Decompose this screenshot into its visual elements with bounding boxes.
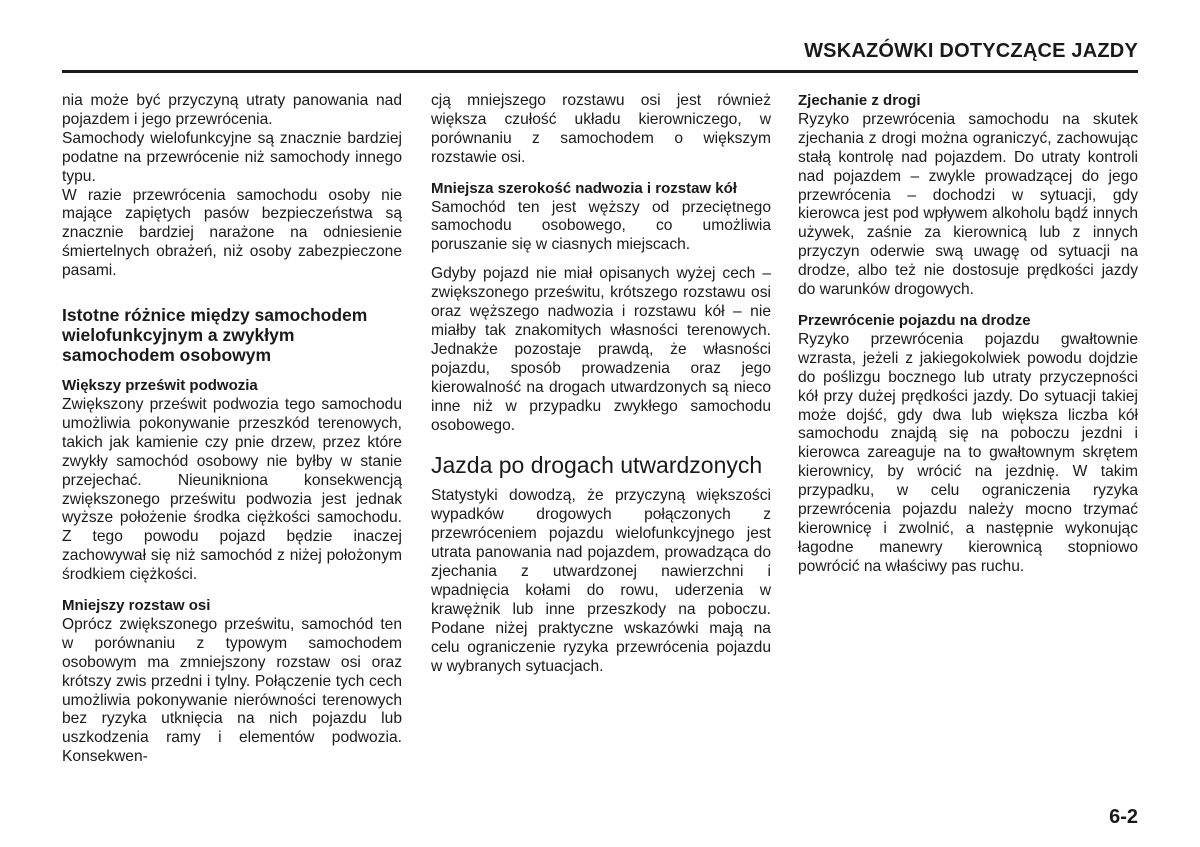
column-left xyxy=(62,92,402,767)
subsection-title: Przewrócenie pojazdu na drodze xyxy=(798,311,1031,329)
page-number: 6-2 xyxy=(1109,806,1138,828)
paragraph: Ryzyko przewrócenia pojazdu gwałtownie wzrasta, jeżeli z jakiegokolwiek powodu dojdzie do poślizgu bocznego lub utraty przyczepności kół przy dużej prędkości jazdy. Do sytuacji takiej może dojść, gdy dwa lub większa liczba kół samochodu znajdą się na poboczu jezdni i kierowca zareaguje na to gwałtownym skrętem kierownicy, by wrócić na jezdnię. W takim przypadku, w celu ograniczenia ryzyka przewrócenia pojazdu należy mocno trzymać kierownicę i zwolnić, a następnie wykonując łagodne manewry kierownicą stopniowo powrócić na właściwy pas ruchu. xyxy=(798,330,1138,575)
subsection-title: Zjechanie z drogi xyxy=(798,92,921,109)
paragraph: cją mniejszego rozstawu osi jest również większa czułość układu kierowniczego, w porównaniu z samochodem o większym rozstawie osi. xyxy=(431,92,771,166)
subsection-title: Większy prześwit podwozia xyxy=(62,377,258,395)
paragraph: Samochody wielofunkcyjne są znacznie bardziej podatne na przewrócenie niż samochody innego typu. xyxy=(62,129,402,185)
column-right xyxy=(798,92,1138,577)
paragraph: Oprócz zwiększonego prześwitu, samochód ten w porównaniu z typowym samochodem osobowym ma zmniejszony rozstaw osi oraz krótszy zwis przedni i tylny. Połączenie tych cech umożliwia pokonywanie nierówności terenowych bez ryzyka utknięcia na nich pojazdu lub uszkodzenia ramy i elementów podwozia. Konsekwen- xyxy=(62,615,402,766)
subsection-title: Mniejsza szerokość nadwozia i rozstaw kół xyxy=(431,179,737,197)
paragraph: Statystyki dowodzą, że przyczyną większości wypadków drogowych połączonych z przewróceniem pojazdu wielofunkcyjnego jest utrata panowania nad pojazdem, prowadząca do zjechania z utwardzonej nawierzchni i wpadnięcia kołami do rowu, uderzenia w krawężnik lub inne przeszkody na poboczu. Podane niżej praktyczne wskazówki mają na celu ograniczenie ryzyka przewrócenia pojazdu w wybranych sytuacjach. xyxy=(431,487,771,675)
paragraph: Ryzyko przewrócenia samochodu na skutek zjechania z drogi można ograniczyć, zachowując stałą kontrolę nad pojazdem. Do utraty kontroli nad pojazdem – zwykle prowadzącej do jego przewrócenia – dochodzi w sytuacji, gdy kierowca jest pod wpływem alkoholu bądź innych używek, zaśnie za kierownicą lub z innych przyczyn oderwie swą uwagę od sytuacji na drodze, albo też nie dostosuje prędkości jazdy do warunków drogowych. xyxy=(798,110,1138,299)
column-middle xyxy=(431,92,771,676)
paragraph: Zwiększony prześwit podwozia tego samochodu umożliwia pokonywanie przeszkód terenowych, takich jak kamienie czy pnie drzew, przez które zwykły samochód osobowy nie byłby w stanie przejechać. Nieunikniona konsekwencją zwiększonego prześwitu podwozia jest jednak wyższe położenie środka ciężkości samochodu. Z tego powodu pojazd będzie inaczej zachowywał się niż samochód z niżej położonym środkiem ciężkości. xyxy=(62,395,402,584)
chapter-heading: Jazda po drogach utwardzonych xyxy=(431,452,763,479)
header-divider xyxy=(62,70,1138,73)
section-heading: Istotne różnice między samochodem wielofunkcyjnym a zwykłym samochodem osobowym xyxy=(62,305,368,366)
paragraph: W razie przewrócenia samochodu osoby nie mające zapiętych pasów bezpieczeństwa są znacznie bardziej narażone na odniesienie śmiertelnych obrażeń, niż osoby zabezpieczone pasami. xyxy=(62,186,402,280)
paragraph: Samochód ten jest węższy od przeciętnego samochodu osobowego, co umożliwia poruszanie się w ciasnych miejscach. xyxy=(431,198,771,254)
subsection-title: Mniejszy rozstaw osi xyxy=(62,597,211,615)
page-header-title: WSKAZÓWKI DOTYCZĄCE JAZDY xyxy=(804,40,1138,62)
paragraph: nia może być przyczyną utraty panowania nad pojazdem i jego przewrócenia. xyxy=(62,92,402,128)
paragraph: Gdyby pojazd nie miał opisanych wyżej cech – zwiększonego prześwitu, krótszego rozstawu osi oraz węższego nadwozia i rozstawu kół – nie miałby tak znakomitych własności terenowych. Jednakże pozostaje prawdą, że własności pojazdu, sposób prowadzenia oraz jego kierowalność na drogach utwardzonych są nieco inne niż w przypadku zwykłego samochodu osobowego. xyxy=(431,265,771,434)
